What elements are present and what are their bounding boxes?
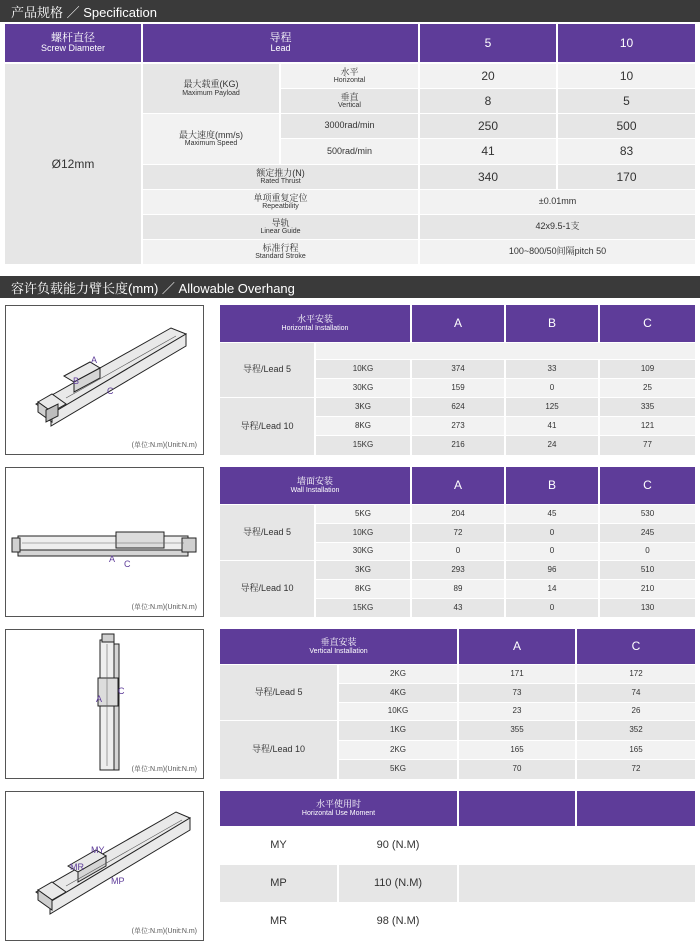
table-cell: 293 bbox=[412, 561, 504, 579]
diagram-label-c: C bbox=[118, 686, 125, 696]
table-cell: 23 bbox=[459, 703, 575, 720]
table-row-load: 3KG bbox=[316, 398, 410, 416]
table-cell: 74 bbox=[577, 684, 695, 702]
table-row-load: 30KG bbox=[316, 543, 410, 560]
table-cell: 172 bbox=[577, 665, 695, 683]
lead5-label: 导程/Lead 5 bbox=[220, 505, 314, 560]
repeatability-value: ±0.01mm bbox=[420, 190, 695, 214]
table-cell: 72 bbox=[577, 760, 695, 779]
table-cell: 14 bbox=[506, 580, 598, 598]
table-row-load: 8KG bbox=[316, 580, 410, 598]
speed-3000-label: 3000rad/min bbox=[281, 114, 418, 138]
table-row-load: 2KG bbox=[339, 665, 457, 683]
table-cell: 77 bbox=[600, 436, 695, 455]
spec-section-title: 产品规格 ／ Specification bbox=[0, 0, 700, 22]
vertical-actuator-drawing bbox=[6, 630, 205, 780]
col-a-header: A bbox=[459, 629, 575, 664]
vertical-table-title: 垂直安装 Vertical Installation bbox=[220, 629, 457, 664]
speed-500-lead5: 41 bbox=[420, 139, 556, 164]
unit-note: (单位:N.m)(Unit:N.m) bbox=[131, 766, 197, 773]
table-cell: 130 bbox=[600, 599, 695, 617]
table-cell: 45 bbox=[506, 505, 598, 523]
table-cell: 25 bbox=[600, 379, 695, 397]
stroke-value: 100~800/50间隔pitch 50 bbox=[420, 240, 695, 264]
table-cell: 125 bbox=[506, 398, 598, 416]
unit-note: (单位:N.m)(Unit:N.m) bbox=[131, 928, 197, 935]
table-cell: 204 bbox=[412, 505, 504, 523]
col-c-header: C bbox=[600, 305, 695, 342]
table-row-load: 8KG bbox=[316, 417, 410, 435]
col-a-header: A bbox=[412, 467, 504, 504]
moment-label-mr: MR bbox=[220, 903, 337, 941]
table-cell: 121 bbox=[600, 417, 695, 435]
repeatability-label: 单项重复定位 Repeatbility bbox=[143, 190, 418, 214]
table-cell: 96 bbox=[506, 561, 598, 579]
diagram-label-my: MY bbox=[91, 845, 105, 855]
diagram-label-a: A bbox=[96, 694, 103, 704]
payload-v-lead10: 5 bbox=[558, 89, 695, 113]
horizontal-diagram-panel bbox=[5, 305, 204, 455]
table-cell: 0 bbox=[412, 543, 504, 560]
moment-value-mp: 110 (N.M) bbox=[339, 865, 457, 902]
lead10-label: 导程/Lead 10 bbox=[220, 561, 314, 617]
moment-table-title: 水平使用时 Horizontal Use Moment bbox=[220, 791, 457, 826]
payload-v-lead5: 8 bbox=[420, 89, 556, 113]
lead10-label: 导程/Lead 10 bbox=[220, 721, 337, 779]
header-lead-5: 5 bbox=[420, 24, 556, 62]
wall-table-title: 墙面安装 Wall Installation bbox=[220, 467, 410, 504]
horizontal-label: 水平 Horizontal bbox=[281, 64, 418, 88]
unit-note: (单位:N.m)(Unit:N.m) bbox=[131, 442, 197, 449]
table-cell: 374 bbox=[412, 360, 504, 378]
table-row-load: 10KG bbox=[316, 360, 410, 378]
diagram-label-a: A bbox=[109, 554, 116, 564]
wall-actuator-drawing bbox=[6, 468, 205, 618]
wall-diagram-panel bbox=[5, 467, 204, 617]
lead5-label: 导程/Lead 5 bbox=[220, 665, 337, 720]
table-cell: 530 bbox=[600, 505, 695, 523]
moment-value-mr: 98 (N.M) bbox=[339, 903, 457, 941]
table-cell: 72 bbox=[412, 524, 504, 542]
vertical-diagram-panel bbox=[5, 629, 204, 779]
table-row-load: 1KG bbox=[339, 721, 457, 740]
lead10-label: 导程/Lead 10 bbox=[220, 398, 314, 455]
speed-label: 最大速度(mm/s) Maximum Speed bbox=[143, 114, 279, 164]
col-a-header: A bbox=[412, 305, 504, 342]
screw-diameter-value: Ø12mm bbox=[5, 64, 141, 264]
speed-500-label: 500rad/min bbox=[281, 139, 418, 164]
table-row-load: 15KG bbox=[316, 599, 410, 617]
table-cell: 0 bbox=[600, 543, 695, 560]
unit-note: (单位:N.m)(Unit:N.m) bbox=[131, 604, 197, 611]
diagram-label-mr: MR bbox=[70, 862, 84, 872]
diagram-label-b: B bbox=[73, 376, 80, 386]
lead5-label: 导程/Lead 5 bbox=[220, 343, 314, 397]
table-cell: 273 bbox=[412, 417, 504, 435]
table-cell: 210 bbox=[600, 580, 695, 598]
table-cell: 245 bbox=[600, 524, 695, 542]
header-lead: 导程 Lead bbox=[143, 24, 418, 62]
table-cell: 165 bbox=[459, 741, 575, 759]
table-row-load: 5KG bbox=[316, 505, 410, 523]
table-cell: 73 bbox=[459, 684, 575, 702]
table-cell: 70 bbox=[459, 760, 575, 779]
table-row-load: 3KG bbox=[316, 561, 410, 579]
table-row-load: 30KG bbox=[316, 379, 410, 397]
table-cell: 352 bbox=[577, 721, 695, 740]
moment-actuator-drawing bbox=[6, 792, 205, 942]
diagram-label-c: C bbox=[124, 559, 131, 569]
table-cell: 0 bbox=[506, 379, 598, 397]
table-cell: 41 bbox=[506, 417, 598, 435]
table-cell: 0 bbox=[506, 599, 598, 617]
table-cell: 89 bbox=[412, 580, 504, 598]
diagram-label-a: A bbox=[91, 355, 98, 365]
table-row-load: 10KG bbox=[339, 703, 457, 720]
table-cell: 0 bbox=[506, 524, 598, 542]
linear-guide-value: 42x9.5-1支 bbox=[420, 215, 695, 239]
linear-guide-label: 导轨 Linear Guide bbox=[143, 215, 418, 239]
table-cell: 109 bbox=[600, 360, 695, 378]
table-cell: 0 bbox=[506, 543, 598, 560]
vertical-label: 垂直 Vertical bbox=[281, 89, 418, 113]
header-lead-10: 10 bbox=[558, 24, 695, 62]
table-cell: 26 bbox=[577, 703, 695, 720]
table-cell: 43 bbox=[412, 599, 504, 617]
table-cell: 165 bbox=[577, 741, 695, 759]
speed-500-lead10: 83 bbox=[558, 139, 695, 164]
col-c-header: C bbox=[577, 629, 695, 664]
header-screw-diameter: 螺杆直径 Screw Diameter bbox=[5, 24, 141, 62]
table-cell: 216 bbox=[412, 436, 504, 455]
stroke-label: 标准行程 Standard Stroke bbox=[143, 240, 418, 264]
table-cell: 24 bbox=[506, 436, 598, 455]
col-b-header: B bbox=[506, 305, 598, 342]
table-row-load: 5KG bbox=[339, 760, 457, 779]
payload-h-lead5: 20 bbox=[420, 64, 556, 88]
overhang-section-title: 容许负载能力臂长度(mm) ／ Allowable Overhang bbox=[0, 276, 700, 298]
table-row-load: 4KG bbox=[339, 684, 457, 702]
table-row-load: 2KG bbox=[339, 741, 457, 759]
table-row-load: 10KG bbox=[316, 524, 410, 542]
table-cell: 33 bbox=[506, 360, 598, 378]
moment-label-mp: MP bbox=[220, 865, 337, 902]
moment-diagram-panel bbox=[5, 791, 204, 941]
moment-value-my: 90 (N.M) bbox=[339, 827, 457, 864]
thrust-lead5: 340 bbox=[420, 165, 556, 189]
diagram-label-c: C bbox=[107, 386, 114, 396]
payload-h-lead10: 10 bbox=[558, 64, 695, 88]
col-c-header: C bbox=[600, 467, 695, 504]
horizontal-actuator-drawing bbox=[6, 306, 205, 456]
payload-label: 最大载重(KG) Maximum Payload bbox=[143, 64, 279, 113]
thrust-lead10: 170 bbox=[558, 165, 695, 189]
table-row-load: 15KG bbox=[316, 436, 410, 455]
diagram-label-mp: MP bbox=[111, 876, 125, 886]
speed-3000-lead10: 500 bbox=[558, 114, 695, 138]
horizontal-table-title: 水平安装 Horizontal Installation bbox=[220, 305, 410, 342]
table-cell: 335 bbox=[600, 398, 695, 416]
thrust-label: 额定推力(N) Rated Thrust bbox=[143, 165, 418, 189]
moment-label-my: MY bbox=[220, 827, 337, 864]
table-cell: 171 bbox=[459, 665, 575, 683]
col-b-header: B bbox=[506, 467, 598, 504]
table-cell: 355 bbox=[459, 721, 575, 740]
table-cell: 624 bbox=[412, 398, 504, 416]
speed-3000-lead5: 250 bbox=[420, 114, 556, 138]
table-cell: 510 bbox=[600, 561, 695, 579]
table-cell: 159 bbox=[412, 379, 504, 397]
